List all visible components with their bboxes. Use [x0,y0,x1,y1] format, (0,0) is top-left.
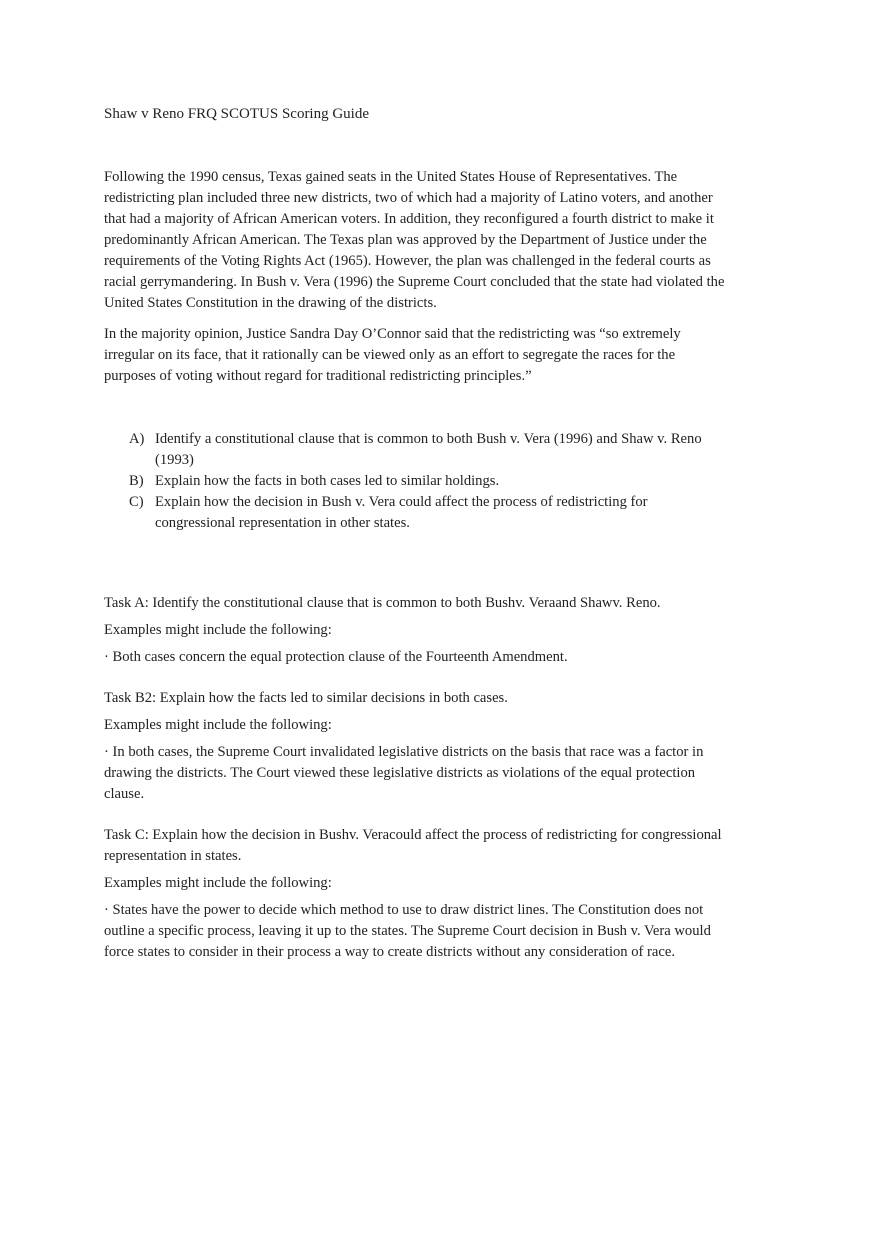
question-letter: B) [129,473,144,489]
question-item-b [129,471,728,492]
task-answer: · States have the power to decide which method to use to draw district lines. The Constitution does not outline a specific process, leaving it up to the states. The Supreme Court decision in Bush v. Vera would force states to consider in their process a way to create districts without any consideration of race. [104,902,711,960]
question-letter: A) [129,431,145,447]
question-text: Explain how the facts in both cases led to similar holdings. [155,473,500,489]
document-page [104,104,728,963]
document-title: Shaw v Reno FRQ SCOTUS Scoring Guide [104,106,370,122]
examples-label: Examples might include the following: [104,622,332,638]
question-item-a [129,429,728,471]
question-text: Identify a constitutional clause that is common to both Bush v. Vera (1996) and Shaw v. Reno (1993) [155,431,702,468]
examples-label: Examples might include the following: [104,717,332,733]
task-a-section [104,593,728,668]
task-answer: · Both cases concern the equal protection clause of the Fourteenth Amendment. [104,649,568,665]
question-text: Explain how the decision in Bush v. Vera could affect the process of redistricting for congressional representation in other states. [155,494,648,531]
task-heading: Task C: Explain how the decision in Bushv. Veracould affect the process of redistricting for congressional representation in states. [104,827,722,864]
question-letter: C) [129,494,144,510]
question-item-c [129,492,728,534]
examples-label: Examples might include the following: [104,875,332,891]
task-answer: · In both cases, the Supreme Court invalidated legislative districts on the basis that race was a factor in drawing the districts. The Court viewed these legislative districts as violations of the equal protection clause. [104,744,704,802]
question-list [104,429,728,534]
intro-paragraph-majority-opinion: In the majority opinion, Justice Sandra Day O’Connor said that the redistricting was “so extremely irregular on its face, that it rationally can be viewed only as an effort to segregate the races for the purposes of voting without regard for traditional redistricting principles.” [104,326,681,384]
task-heading: Task A: Identify the constitutional clause that is common to both Bushv. Veraand Shawv. Reno. [104,595,661,611]
intro-paragraph-census: Following the 1990 census, Texas gained seats in the United States House of Representatives. The redistricting plan included three new districts, two of which had a majority of Latino voters, and another that had a majority of African American voters. In addition, they reconfigured a fourth district to make it predominantly African American. The Texas plan was approved by the Department of Justice under the requirements of the Voting Rights Act (1965). However, the plan was challenged in the federal courts as racial gerrymandering. In Bush v. Vera (1996) the Supreme Court concluded that the state had violated the United States Constitution in the drawing of the districts. [104,169,725,311]
task-b2-section [104,688,728,805]
task-c-section [104,825,728,963]
task-heading: Task B2: Explain how the facts led to similar decisions in both cases. [104,690,508,706]
